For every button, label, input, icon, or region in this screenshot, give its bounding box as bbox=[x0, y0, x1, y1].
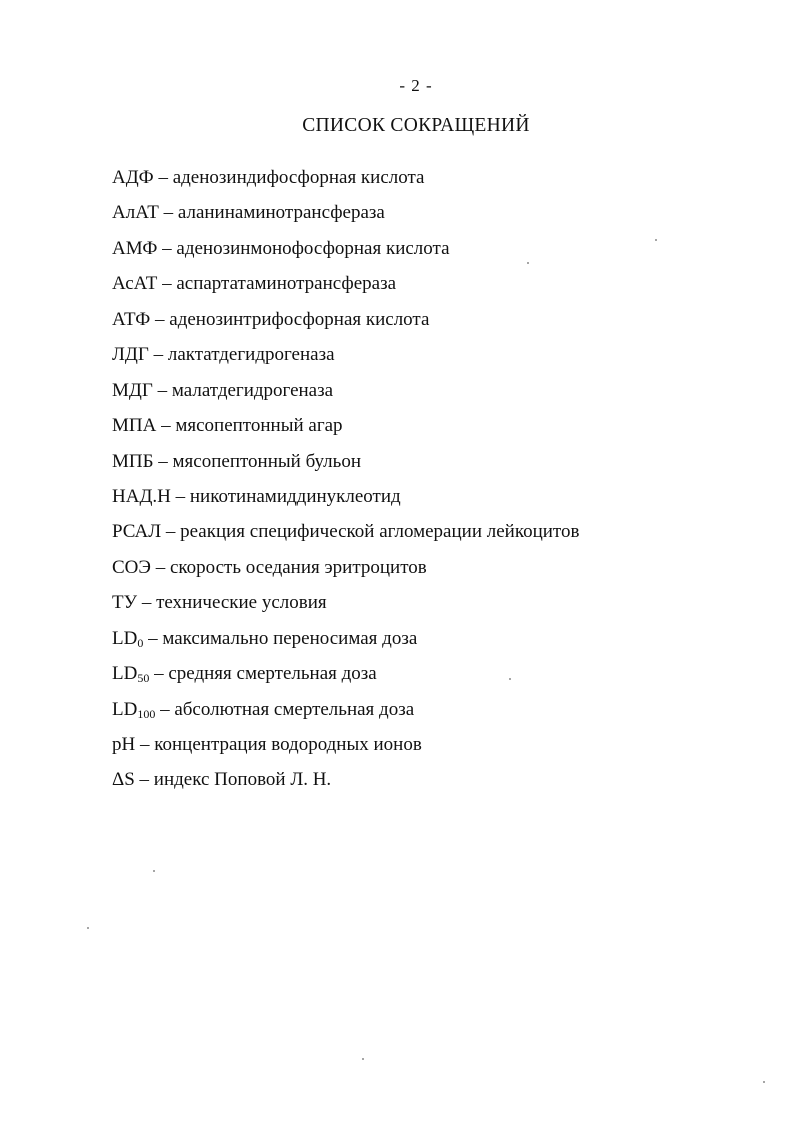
abbreviation-dash: – bbox=[158, 202, 178, 224]
abbreviation-term bbox=[112, 769, 135, 790]
abbreviation-term-text: LD bbox=[112, 627, 138, 649]
abbreviation-definition: мясопептонный бульон bbox=[172, 450, 361, 472]
abbreviation-term bbox=[112, 167, 154, 188]
abbreviation-dash: – bbox=[157, 237, 177, 259]
abbreviation-term-text: АМФ bbox=[112, 237, 158, 259]
abbreviation-term-text: АДФ bbox=[112, 167, 154, 188]
abbreviation-term bbox=[112, 521, 161, 542]
abbreviation-term bbox=[112, 273, 157, 294]
abbreviation-dash: – bbox=[156, 415, 176, 437]
abbreviation-definition: технические условия bbox=[156, 592, 327, 614]
abbreviation-dash: – bbox=[143, 627, 163, 649]
abbreviation-item bbox=[112, 485, 579, 520]
abbreviation-term-text: МДГ bbox=[112, 379, 153, 401]
scan-speck bbox=[87, 927, 89, 929]
abbreviation-term-text: ΔS bbox=[112, 769, 135, 791]
abbreviation-term-text: СОЭ bbox=[112, 556, 151, 578]
abbreviation-term-text: LD bbox=[112, 698, 138, 720]
abbreviation-subscript: 100 bbox=[137, 706, 156, 721]
abbreviation-definition: аденозиндифосфорная кислота bbox=[172, 167, 425, 188]
page-title: СПИСОК СОКРАЩЕНИЙ bbox=[302, 115, 530, 136]
abbreviation-term-text: pH bbox=[112, 734, 136, 755]
abbreviation-dash: – bbox=[149, 663, 169, 685]
abbreviation-term-text: LD bbox=[112, 663, 138, 685]
abbreviation-dash: – bbox=[153, 450, 173, 472]
abbreviation-dash: – bbox=[152, 379, 172, 401]
abbreviation-item bbox=[112, 556, 579, 591]
abbreviation-item bbox=[112, 768, 579, 803]
abbreviation-item bbox=[112, 414, 579, 449]
abbreviation-dash: – bbox=[135, 734, 155, 755]
abbreviation-definition: средняя смертельная доза bbox=[168, 663, 377, 685]
abbreviation-term-text: РСАЛ bbox=[112, 521, 162, 543]
abbreviation-item bbox=[112, 237, 579, 272]
abbreviation-dash: – bbox=[150, 308, 170, 330]
abbreviation-term-text: АсАТ bbox=[112, 273, 158, 295]
abbreviation-definition: аланинаминотрансфераза bbox=[177, 202, 385, 224]
abbreviation-term-text: ТУ bbox=[112, 592, 138, 614]
abbreviation-dash: – bbox=[161, 521, 181, 543]
abbreviation-term bbox=[112, 451, 154, 472]
abbreviation-term bbox=[112, 344, 149, 365]
abbreviation-term-text: АлАТ bbox=[112, 202, 159, 224]
abbreviation-term bbox=[112, 202, 159, 223]
abbreviation-definition: мясопептонный агар bbox=[175, 415, 343, 437]
abbreviation-item bbox=[112, 450, 579, 485]
abbreviation-definition: аденозинтрифосфорная кислота bbox=[169, 308, 430, 330]
abbreviation-definition: концентрация водородных ионов bbox=[154, 734, 422, 755]
abbreviation-dash: – bbox=[157, 273, 177, 295]
abbreviation-item bbox=[112, 698, 579, 733]
abbreviation-term-text: МПБ bbox=[112, 450, 154, 472]
abbreviation-dash: – bbox=[134, 769, 154, 791]
abbreviation-term bbox=[112, 734, 135, 755]
scan-speck bbox=[655, 239, 657, 241]
abbreviation-item bbox=[112, 733, 579, 768]
abbreviation-term bbox=[112, 557, 151, 578]
abbreviation-term bbox=[112, 663, 149, 684]
abbreviation-term-text: НАД.Н bbox=[112, 485, 171, 507]
abbreviation-definition: индекс Поповой Л. Н. bbox=[153, 769, 332, 791]
abbreviation-term bbox=[112, 415, 156, 436]
abbreviation-term bbox=[112, 592, 137, 613]
scan-speck bbox=[153, 870, 155, 872]
abbreviation-item bbox=[112, 520, 579, 555]
abbreviation-dash: – bbox=[150, 556, 170, 578]
scan-speck bbox=[509, 678, 511, 680]
abbreviation-term bbox=[112, 309, 150, 330]
abbreviation-list bbox=[112, 166, 579, 804]
abbreviation-item bbox=[112, 379, 579, 414]
page-number: - 2 - bbox=[399, 76, 433, 95]
abbreviation-definition: малатдегидрогеназа bbox=[171, 379, 334, 401]
scan-speck bbox=[527, 262, 529, 264]
abbreviation-definition: никотинамиддинуклеотид bbox=[189, 485, 401, 507]
abbreviation-item bbox=[112, 591, 579, 626]
abbreviation-term bbox=[112, 380, 153, 401]
abbreviation-term bbox=[112, 486, 171, 507]
abbreviation-dash: – bbox=[155, 698, 175, 720]
abbreviation-term-text: ЛДГ bbox=[112, 344, 149, 366]
abbreviation-definition: реакция специфической агломерации лейкоцитов bbox=[180, 521, 580, 543]
abbreviation-definition: лактатдегидрогеназа bbox=[167, 344, 335, 366]
abbreviation-definition: максимально переносимая доза bbox=[162, 627, 418, 649]
abbreviation-item bbox=[112, 272, 579, 307]
abbreviation-item bbox=[112, 308, 579, 343]
abbreviation-term-text: АТФ bbox=[112, 308, 151, 330]
abbreviation-item bbox=[112, 166, 579, 201]
abbreviation-item bbox=[112, 627, 579, 662]
abbreviation-subscript: 0 bbox=[137, 635, 144, 650]
abbreviation-item bbox=[112, 201, 579, 236]
abbreviation-term bbox=[112, 628, 143, 649]
abbreviation-item bbox=[112, 343, 579, 378]
abbreviation-term bbox=[112, 238, 157, 259]
scan-speck bbox=[362, 1058, 364, 1060]
abbreviation-term bbox=[112, 699, 155, 720]
abbreviation-definition: абсолютная смертельная доза bbox=[174, 698, 415, 720]
abbreviation-subscript: 50 bbox=[137, 671, 150, 686]
abbreviation-definition: аспартатаминотрансфераза bbox=[176, 273, 397, 295]
scan-speck bbox=[763, 1081, 765, 1083]
abbreviation-dash: – bbox=[137, 592, 157, 614]
abbreviation-definition: аденозинмонофосфорная кислота bbox=[176, 237, 450, 259]
abbreviation-term-text: МПА bbox=[112, 415, 157, 437]
abbreviation-dash: – bbox=[153, 167, 173, 188]
abbreviation-dash: – bbox=[170, 485, 190, 507]
abbreviation-dash: – bbox=[148, 344, 168, 366]
abbreviation-definition: скорость оседания эритроцитов bbox=[169, 556, 427, 578]
